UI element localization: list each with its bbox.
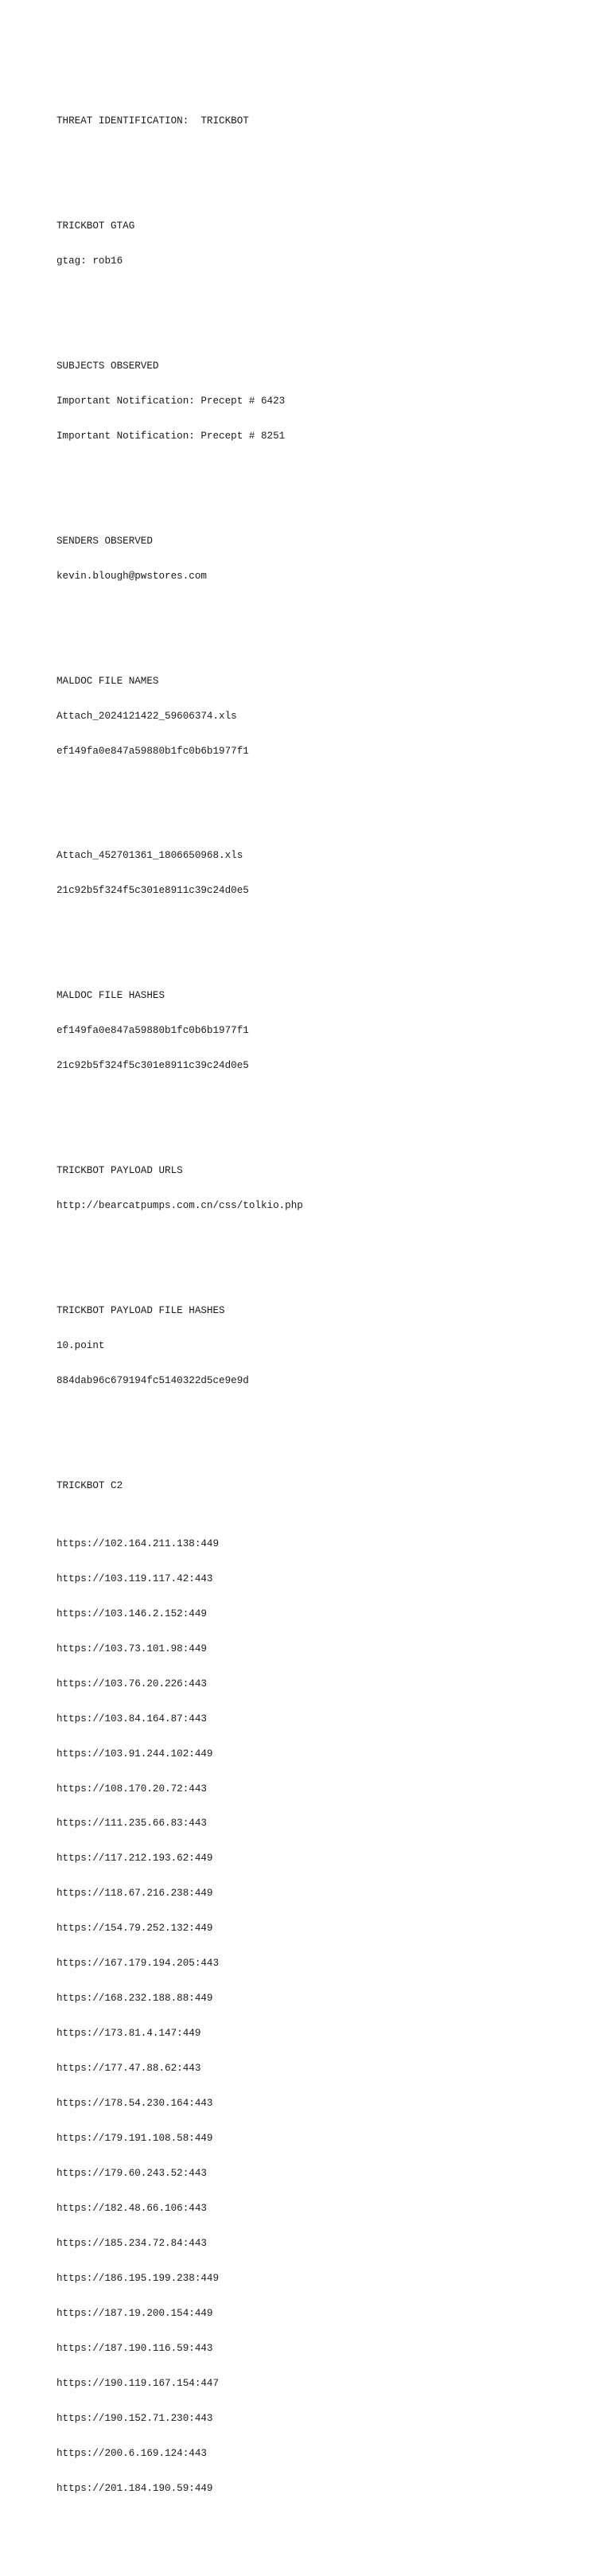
c2-heading: TRICKBOT C2 — [56, 1479, 123, 1491]
c2-entry: https://117.212.193.62:449 — [56, 1853, 213, 1865]
subjects-section — [56, 337, 582, 466]
c2-entry: https://178.54.230.164:443 — [56, 2098, 213, 2110]
c2-entry: https://179.60.243.52:443 — [56, 2168, 207, 2180]
maldoc-file-name: Attach_2024121422_59606374.xls — [56, 710, 237, 722]
c2-entry: https://118.67.216.238:449 — [56, 1888, 213, 1900]
payload-urls-section — [56, 1142, 582, 1235]
c2-entry: https://179.191.108.58:449 — [56, 2133, 213, 2145]
subject-line: Important Notification: Precept # 8251 — [56, 430, 286, 442]
c2-entry: https://103.119.117.42:443 — [56, 1572, 213, 1584]
c2-entry: https://187.190.116.59:443 — [56, 2342, 213, 2354]
c2-entry: https://190.119.167.154:447 — [56, 2377, 220, 2389]
c2-entry: https://173.81.4.147:449 — [56, 2028, 201, 2040]
maldoc-names-heading: MALDOC FILE NAMES — [56, 675, 159, 687]
payload-hashes-heading: TRICKBOT PAYLOAD FILE HASHES — [56, 1304, 225, 1316]
c2-section — [56, 1456, 582, 2541]
c2-entry: https://154.79.252.132:449 — [56, 1923, 213, 1935]
gtag-value: gtag: rob16 — [56, 255, 123, 267]
c2-entry: https://185.234.72.84:443 — [56, 2237, 207, 2249]
senders-section — [56, 512, 582, 605]
c2-entry: https://190.152.71.230:443 — [56, 2412, 213, 2424]
maldoc-names-section — [56, 652, 582, 780]
c2-entry: https://168.232.188.88:449 — [56, 1993, 213, 2005]
c2-entry: https://108.170.20.72:443 — [56, 1783, 207, 1795]
c2-entry: https://187.19.200.154:449 — [56, 2307, 213, 2319]
maldoc-file-hash: 21c92b5f324f5c301e8911c39c24d0e5 — [56, 885, 249, 897]
c2-entry: https://186.195.199.238:449 — [56, 2272, 220, 2284]
c2-entry: https://103.91.244.102:449 — [56, 1748, 213, 1760]
c2-entry: https://201.184.190.59:449 — [56, 2482, 213, 2494]
gtag-heading: TRICKBOT GTAG — [56, 220, 135, 232]
c2-entry: https://111.235.66.83:443 — [56, 1818, 207, 1830]
sender-email: kevin.blough@pwstores.com — [56, 570, 207, 582]
senders-heading: SENDERS OBSERVED — [56, 535, 153, 547]
maldoc-hash: ef149fa0e847a59880b1fc0b6b1977f1 — [56, 1025, 249, 1037]
c2-entry: https://167.179.194.205:443 — [56, 1958, 220, 1970]
c2-entry: https://103.76.20.226:443 — [56, 1678, 207, 1689]
c2-list — [56, 1515, 582, 2518]
maldoc-names-section-2 — [56, 827, 582, 920]
c2-entry: https://103.84.164.87:443 — [56, 1713, 207, 1724]
maldoc-file-hash: ef149fa0e847a59880b1fc0b6b1977f1 — [56, 745, 249, 757]
document-page — [56, 57, 582, 2576]
payload-urls-heading: TRICKBOT PAYLOAD URLS — [56, 1164, 183, 1176]
subjects-heading: SUBJECTS OBSERVED — [56, 360, 159, 372]
document-title: THREAT IDENTIFICATION: TRICKBOT — [56, 115, 249, 127]
payload-url: http://bearcatpumps.com.cn/css/tolkio.php — [56, 1199, 303, 1211]
c2-entry: https://200.6.169.124:443 — [56, 2447, 207, 2459]
c2-entry: https://103.146.2.152:449 — [56, 1608, 207, 1619]
payload-file-hash: 884dab96c679194fc5140322d5ce9e9d — [56, 1374, 249, 1386]
c2-entry: https://102.164.211.138:449 — [56, 1537, 220, 1549]
payload-hashes-section — [56, 1282, 582, 1410]
c2-entry: https://177.47.88.62:443 — [56, 2063, 201, 2075]
subject-line: Important Notification: Precept # 6423 — [56, 395, 286, 407]
c2-entry: https://103.73.101.98:449 — [56, 1643, 207, 1654]
maldoc-hashes-section — [56, 967, 582, 1095]
title-block — [56, 92, 582, 150]
maldoc-hashes-heading: MALDOC FILE HASHES — [56, 990, 165, 1002]
gtag-section — [56, 197, 582, 290]
maldoc-file-name: Attach_452701361_1806650968.xls — [56, 850, 243, 862]
payload-file-name: 10.point — [56, 1339, 105, 1351]
maldoc-hash: 21c92b5f324f5c301e8911c39c24d0e5 — [56, 1060, 249, 1072]
c2-entry: https://182.48.66.106:443 — [56, 2202, 207, 2214]
